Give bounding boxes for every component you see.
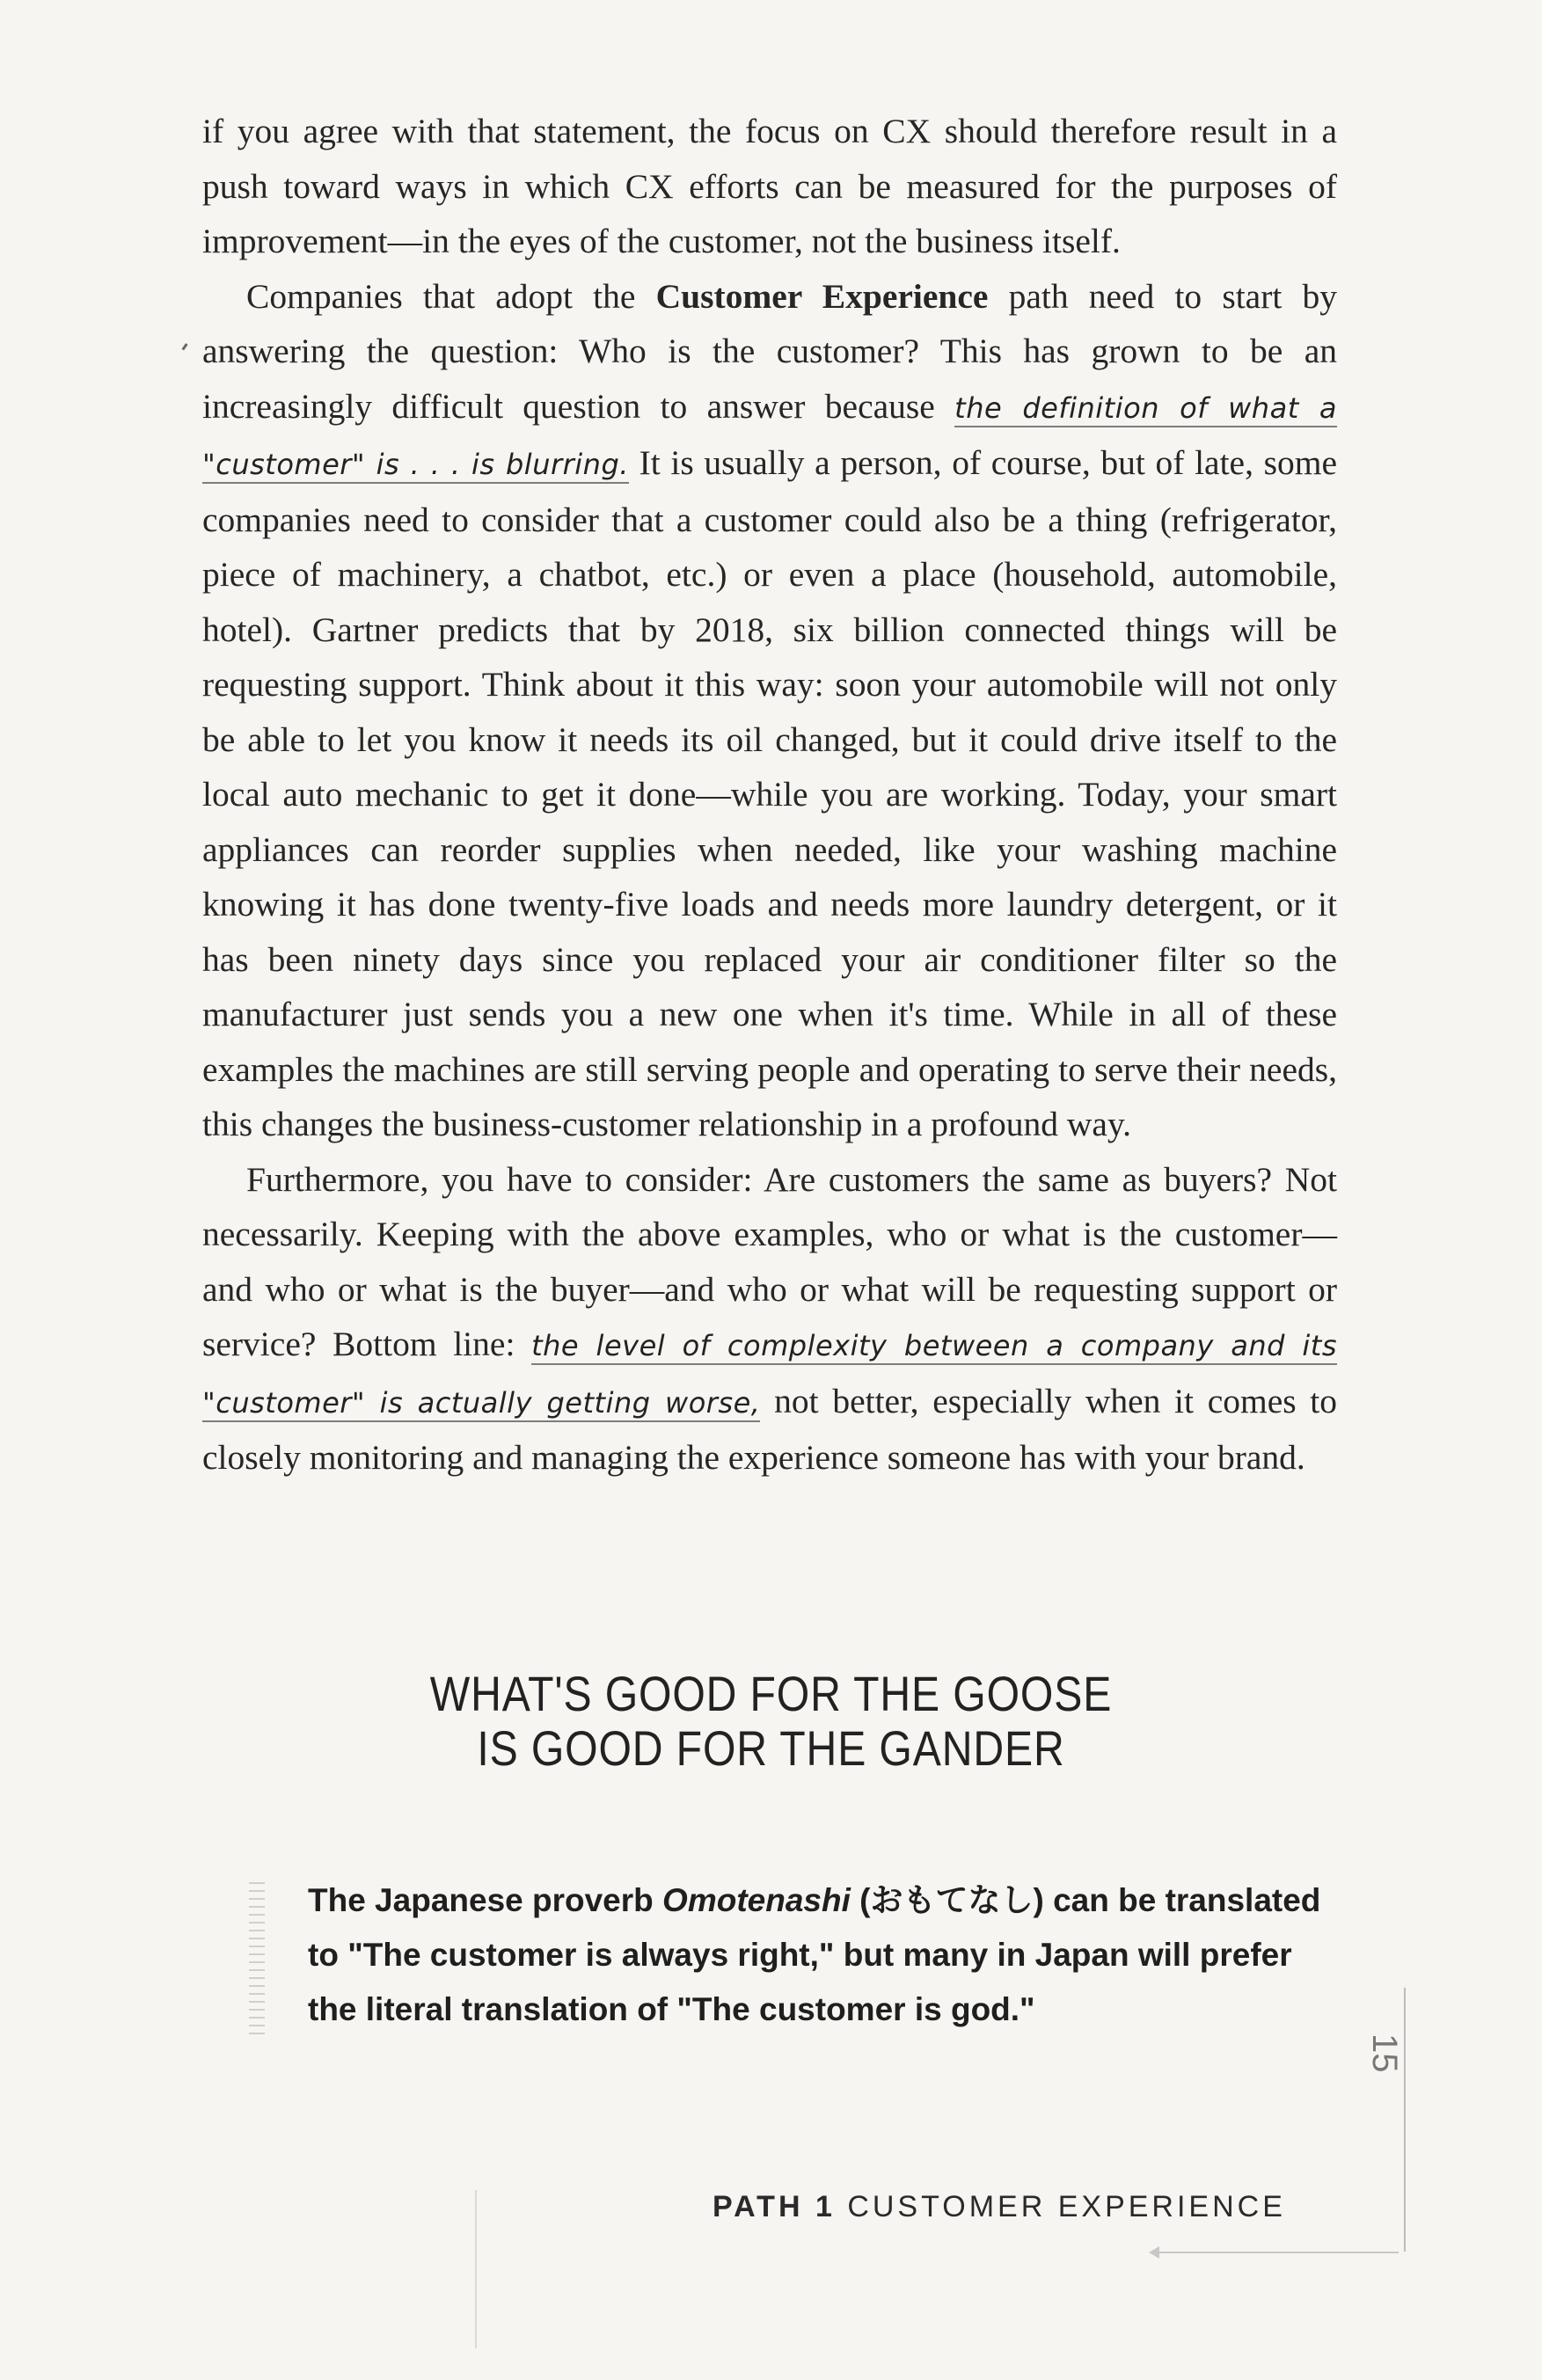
paragraph-3-text-a: Furthermore, you have to consider: Are customers the same as buyers? Not necessarily. Keeping with the above examples, who or what is the customer—and who or what is the buyer—and who or what will be requesting support or service? Bottom line: <box>202 1159 1337 1363</box>
section-heading <box>108 1667 1435 1776</box>
footer-title: CUSTOMER EXPERIENCE <box>835 2190 1286 2223</box>
section-heading-line-1: WHAT'S GOOD FOR THE GOOSE <box>429 1666 1113 1721</box>
paragraph-2-text-b: path need to start by answering the question: Who is the customer? This has grown to be an increasingly difficult question to answer because <box>202 276 1337 426</box>
paragraph-2-text-c: It is usually a person, of course, but of late, some companies need to consider that a customer could also be a thing (refrigerator, piece of machinery, a chatbot, etc.) or even a place (household, automobile, hotel). Gartner predicts that by 2018, six billion connected things will be requesting support. Think about it this way: soon your automobile will not only be able to let you know it needs its oil changed, but it could drive itself to the local auto mechanic to get it done—while you are working. Today, your smart appliances can reorder supplies when needed, like your washing machine knowing it has done twenty-five loads and needs more laundry detergent, or it has been ninety days since you replaced your air conditioner filter so the manufacturer just sends you a new one when it's time. While in all of these examples the machines are still serving people and operating to serve their needs, this changes the business-customer relationship in a profound way. <box>202 443 1337 1143</box>
page-number: 15 <box>1365 2033 1404 2073</box>
body-text <box>202 104 1337 1486</box>
pull-quote-text-b: (おもてなし) can be translated to "The customer is always right," but many in Japan will prefer the literal translation of "The customer is god." <box>308 1882 1321 2027</box>
running-footer <box>713 2190 1286 2224</box>
faint-vertical-line <box>475 2190 477 2348</box>
paragraph-3-text-b: not better, especially when it comes to closely monitoring and managing the experience someone has with your brand. <box>202 1381 1338 1477</box>
paragraph-3 <box>202 1152 1337 1486</box>
footer-arrow-icon <box>1152 2252 1399 2253</box>
paragraph-1: if you agree with that statement, the focus on CX should therefore result in a push toward ways in which CX efforts can be measured for the purposes of improvement—in the eyes of the customer, not the business itself. <box>202 112 1337 260</box>
pull-quote-text-a: The Japanese proverb <box>308 1882 663 1918</box>
margin-tick-mark <box>182 343 193 354</box>
footer-path-label: PATH 1 <box>713 2190 836 2223</box>
side-rule <box>1404 1988 1406 2252</box>
pull-quote <box>308 1873 1337 2037</box>
omotenashi-term: Omotenashi <box>662 1882 851 1918</box>
paragraph-2 <box>202 269 1337 1152</box>
handwritten-annotation-2: the level of complexity between a company and its "customer" is actually getting worse, <box>202 1329 1337 1422</box>
paragraph-2-text-a: Companies that adopt the <box>246 276 656 316</box>
handwritten-annotation-1: the definition of what a "customer" is . . . is blurring. <box>202 391 1337 485</box>
pull-quote-rule <box>249 1882 265 2036</box>
customer-experience-term: Customer Experience <box>655 276 989 316</box>
section-heading-line-2: IS GOOD FOR THE GANDER <box>477 1720 1065 1776</box>
